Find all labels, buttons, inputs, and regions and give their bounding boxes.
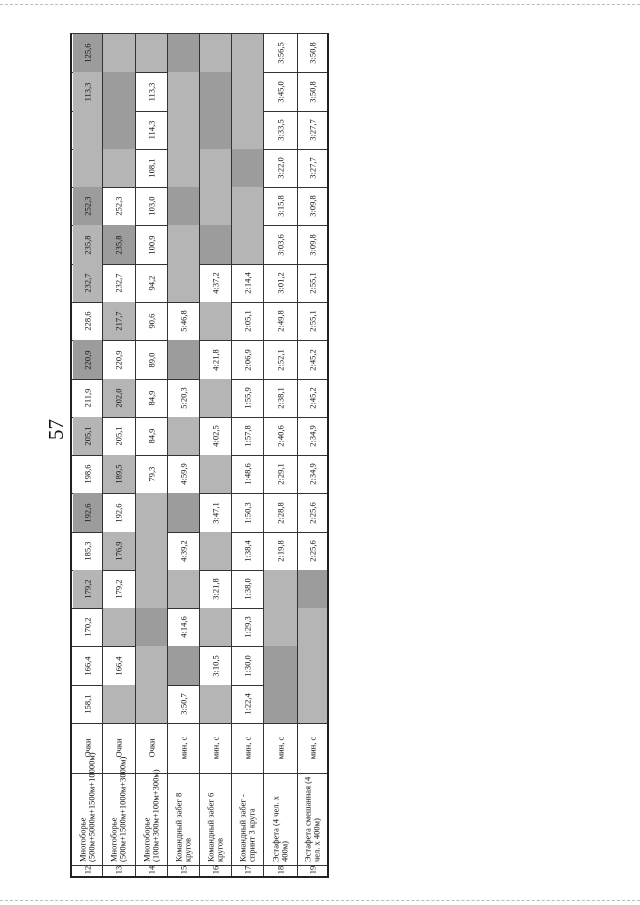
value-cell-text: 3:21,8 [209,578,220,600]
value-cell-text: 3:15,8 [274,195,285,217]
value-cell [298,532,327,570]
value-cell-text: 113,3 [81,82,92,101]
row-number-cell-text: 13 [113,865,124,875]
value-cell [298,149,327,187]
value-cell-text: 166,4 [81,655,92,676]
value-cell [264,187,297,225]
value-cell [73,570,102,608]
value-cell [298,379,327,417]
value-cell-text: 220,9 [81,349,92,370]
value-cell [264,302,297,340]
value-cell-text: 3:50,8 [306,80,317,103]
value-cell [298,493,327,532]
value-cell [232,72,263,111]
value-cell-text: 2:34,9 [306,425,317,447]
value-cell [103,685,135,723]
value-cell [264,264,297,302]
discipline-cell [168,773,199,865]
value-cell [136,264,167,302]
value-cell [200,570,231,608]
value-cell [73,111,102,149]
value-cell [73,225,102,264]
value-cell-text: 2:45,2 [306,348,317,371]
value-cell-text: 1:29,3 [241,616,252,638]
value-cell [136,340,167,379]
value-cell [103,455,135,493]
value-cell [232,417,263,455]
value-cell-text: 4:59,9 [177,463,188,485]
value-cell-text: 1:22,4 [241,693,252,715]
value-cell-text: 3:10,5 [209,654,220,677]
value-cell-text: 2:25,6 [306,501,317,524]
discipline-cell-text: Многоборье (100м+300м+100м+300м) [141,769,161,862]
unit-cell [168,723,199,773]
value-cell-text: 3:03,6 [274,233,285,256]
value-cell [73,72,102,111]
value-cell-text: 2:55,1 [306,310,317,332]
value-cell [103,417,135,455]
row-number-cell-text: 12 [81,865,92,875]
value-cell [200,149,231,187]
value-cell-text: 3:45,0 [274,80,285,103]
value-cell-text: 2:14,4 [241,272,252,294]
value-cell-text: 3:09,8 [306,195,317,217]
value-cell-text: 235,8 [113,234,124,255]
value-cell-text: 3:27,7 [306,157,317,179]
value-cell-text: 228,6 [81,311,92,331]
row-number-cell [73,865,102,875]
value-cell [264,570,297,608]
value-cell-text: 125,6 [81,43,92,63]
value-cell [298,34,327,72]
value-cell-text: 179,2 [113,579,124,599]
value-cell-text: 232,7 [81,273,92,293]
value-cell-text: 3:22,0 [274,157,285,179]
value-cell [200,340,231,379]
value-cell-text: 3:27,7 [306,119,317,141]
discipline-cell-text: Многоборье (500м+5000м+1500м+10000м) [77,752,97,862]
value-cell [73,493,102,532]
value-cell [232,455,263,493]
value-cell-text: 3:56,5 [274,42,285,64]
discipline-cell-text: Командный забег - спринт 3 круга [237,794,257,862]
unit-cell-text: мин, с [241,736,252,760]
value-cell [200,532,231,570]
value-cell [168,608,199,646]
value-cell [264,685,297,723]
value-cell [232,493,263,532]
value-cell [73,264,102,302]
value-cell [264,149,297,187]
value-cell-text: 94,2 [145,275,156,291]
value-cell [298,302,327,340]
value-cell [103,72,135,111]
value-cell [264,225,297,264]
row-number-cell-text: 15 [177,865,188,875]
value-cell [103,608,135,646]
value-cell-text: 100,9 [145,234,156,255]
unit-cell [136,723,167,773]
value-cell [264,34,297,72]
value-cell-text: 3:50,8 [306,42,317,64]
discipline-cell [200,773,231,865]
value-cell [298,608,327,646]
value-cell-text: 89,0 [145,352,156,367]
value-cell-text: 90,6 [145,313,156,329]
value-cell [168,302,199,340]
value-cell [136,570,167,608]
value-cell-text: 79,3 [145,466,156,482]
value-cell [200,685,231,723]
value-cell [232,570,263,608]
discipline-cell [136,769,167,865]
value-cell-text: 232,7 [113,273,124,293]
discipline-cell [232,773,263,865]
unit-cell-text: мин, с [274,736,285,760]
row-number-cell [200,865,231,875]
value-cell-text: 3:50,7 [177,693,188,715]
value-cell [200,187,231,225]
unit-cell-text: Очки [81,738,92,758]
value-cell-text: 108,1 [145,158,156,178]
value-cell-text: 2:06,9 [241,348,252,371]
value-cell-text: 84,9 [145,428,156,444]
value-cell [264,111,297,149]
value-cell [264,340,297,379]
value-cell [136,685,167,723]
value-cell-text: 2:25,6 [306,540,317,562]
value-cell-text: 1:38,0 [241,578,252,600]
value-cell-text: 179,2 [81,579,92,599]
discipline-cell-text: Командный забег 8 кругов [173,792,193,862]
value-cell [200,493,231,532]
value-cell-text: 252,3 [113,196,124,216]
value-cell [200,302,231,340]
row-number-cell-text: 16 [209,865,220,875]
value-cell [298,340,327,379]
scan-edge-top [0,0,640,5]
unit-cell-text: мин, с [209,736,220,760]
value-cell [136,72,167,111]
value-cell-text: 189,5 [113,464,124,484]
value-cell [168,417,199,455]
value-cell-text: 4:39,2 [177,540,188,562]
value-cell-text: 176,9 [113,541,124,561]
value-cell-text: 2:49,8 [274,310,285,332]
value-cell-text: 2:34,9 [306,463,317,485]
value-cell-text: 158,1 [81,694,92,714]
value-cell [136,608,167,646]
value-cell-text: 4:02,5 [209,425,220,447]
value-cell [136,111,167,149]
discipline-cell [264,773,297,865]
value-cell [168,455,199,493]
discipline-cell-text: Командный забег 6 кругов [205,792,225,862]
value-cell [168,34,199,72]
value-cell [136,532,167,570]
value-cell-text: 1:48,6 [241,463,252,485]
value-cell [73,34,102,72]
value-cell-text: 4:14,6 [177,616,188,638]
value-cell [73,685,102,723]
value-cell [168,72,199,111]
value-cell [232,225,263,264]
value-cell-text: 5:20,3 [177,387,188,409]
value-cell [264,608,297,646]
value-cell-text: 170,2 [81,617,92,637]
value-cell-text: 2:29,1 [274,463,285,485]
unit-cell-text: Очки [113,738,124,758]
unit-cell-text: Очки [145,738,156,758]
value-cell [232,608,263,646]
value-cell [103,225,135,264]
value-cell [136,302,167,340]
value-cell [168,379,199,417]
value-cell [136,379,167,417]
row-number-cell [168,865,199,875]
value-cell [298,646,327,685]
value-cell [200,225,231,264]
row-number-cell-text: 19 [306,865,317,875]
value-cell-text: 2:45,2 [306,387,317,409]
value-cell-text: 220,9 [113,349,124,370]
value-cell [168,187,199,225]
discipline-cell [73,752,102,865]
value-cell-text: 211,9 [81,388,92,408]
value-cell [264,72,297,111]
value-cell [264,532,297,570]
value-cell [200,264,231,302]
value-cell [200,608,231,646]
row-number-cell [264,865,297,875]
value-cell [264,417,297,455]
unit-cell-text: мин, с [306,736,317,760]
unit-cell [298,723,327,773]
value-cell [136,225,167,264]
value-cell [103,149,135,187]
value-cell-text: 84,9 [145,390,156,406]
value-cell [168,264,199,302]
value-cell [298,570,327,608]
value-cell-text: 202,0 [113,388,124,408]
value-cell [73,646,102,685]
value-cell [168,225,199,264]
value-cell-text: 2:05,1 [241,310,252,332]
value-cell-text: 2:40,6 [274,425,285,447]
value-cell [232,264,263,302]
value-cell-text: 205,1 [81,426,92,446]
value-cell [200,34,231,72]
value-cell [232,685,263,723]
value-cell [232,532,263,570]
value-cell [136,34,167,72]
value-cell [136,417,167,455]
value-cell [168,685,199,723]
row-number-cell-text: 18 [274,865,285,875]
row-number-cell-text: 17 [241,865,252,875]
value-cell-text: 2:19,8 [274,540,285,562]
value-cell [200,646,231,685]
value-cell-text: 217,7 [113,311,124,331]
value-cell [264,646,297,685]
value-cell-text: 113,3 [145,82,156,101]
row-number-cell [298,865,327,875]
value-cell-text: 2:28,8 [274,501,285,524]
value-cell [73,149,102,187]
discipline-cell-text: Многоборье (500м+1500м+1000м+3000м) [108,756,128,862]
row-number-cell [232,865,263,875]
row-number-cell [103,865,135,875]
value-cell [73,187,102,225]
value-cell [232,340,263,379]
value-cell [232,302,263,340]
value-cell [136,493,167,532]
discipline-cell-text: Эстафета смешанная (4 чел. х 400м) [302,776,322,862]
value-cell-text: 2:52,1 [274,348,285,371]
value-cell-text: 5:46,8 [177,310,188,332]
value-cell [136,149,167,187]
value-cell [103,302,135,340]
value-cell [264,493,297,532]
value-cell [103,532,135,570]
standards-table [70,33,329,878]
value-cell [73,340,102,379]
value-cell [168,532,199,570]
value-cell-text: 2:38,1 [274,387,285,409]
value-cell [73,608,102,646]
value-cell [136,646,167,685]
value-cell [73,379,102,417]
value-cell-text: 205,1 [113,426,124,446]
value-cell [298,187,327,225]
value-cell [298,72,327,111]
value-cell-text: 2:55,1 [306,272,317,294]
value-cell-text: 4:37,2 [209,272,220,294]
value-cell [264,455,297,493]
value-cell-text: 114,3 [145,120,156,140]
value-cell [168,149,199,187]
value-cell [200,455,231,493]
value-cell [264,379,297,417]
value-cell-text: 3:33,5 [274,119,285,141]
value-cell-text: 166,4 [113,655,124,676]
value-cell [103,111,135,149]
value-cell [136,455,167,493]
value-cell-text: 198,6 [81,464,92,484]
value-cell [168,570,199,608]
value-cell [103,187,135,225]
value-cell [232,646,263,685]
value-cell-text: 103,0 [145,196,156,216]
value-cell [103,34,135,72]
row-number-cell [136,865,167,875]
value-cell [298,111,327,149]
value-cell [298,264,327,302]
value-cell [103,493,135,532]
value-cell-text: 3:01,2 [274,272,285,294]
value-cell [103,646,135,685]
value-cell [168,493,199,532]
value-cell-text: 1:55,9 [241,387,252,409]
value-cell [73,532,102,570]
unit-cell [232,723,263,773]
unit-cell-text: мин, с [177,736,188,760]
page-number: 57 [44,419,68,440]
value-cell [103,379,135,417]
value-cell [73,302,102,340]
value-cell-text: 235,8 [81,234,92,255]
value-cell-text: 3:09,8 [306,233,317,256]
value-cell [298,417,327,455]
value-cell-text: 252,3 [81,196,92,216]
unit-cell [264,723,297,773]
value-cell [168,111,199,149]
value-cell [103,264,135,302]
scan-edge-bottom [0,900,640,905]
value-cell [298,685,327,723]
value-cell-text: 192,6 [113,502,124,523]
unit-cell [200,723,231,773]
value-cell-text: 4:21,8 [209,348,220,371]
value-cell-text: 192,6 [81,502,92,523]
row-number-cell-text: 14 [145,865,156,875]
value-cell-text: 185,3 [81,541,92,561]
value-cell [232,149,263,187]
value-cell [298,455,327,493]
value-cell-text: 1:50,3 [241,501,252,524]
value-cell [232,379,263,417]
discipline-cell [298,773,327,865]
value-cell-text: 1:57,8 [241,425,252,447]
value-cell [200,72,231,111]
value-cell [103,340,135,379]
value-cell [136,187,167,225]
value-cell-text: 1:38,4 [241,540,252,562]
value-cell [232,34,263,72]
value-cell [200,379,231,417]
value-cell [232,187,263,225]
discipline-cell-text: Эстафета (4 чел. х 400м) [270,796,290,862]
value-cell [73,455,102,493]
value-cell [168,340,199,379]
value-cell-text: 3:47,1 [209,501,220,524]
value-cell [103,570,135,608]
value-cell [168,646,199,685]
value-cell [298,225,327,264]
value-cell-text: 1:30,0 [241,654,252,677]
value-cell [200,417,231,455]
value-cell [200,111,231,149]
value-cell [232,111,263,149]
discipline-cell [103,756,135,865]
value-cell [73,417,102,455]
